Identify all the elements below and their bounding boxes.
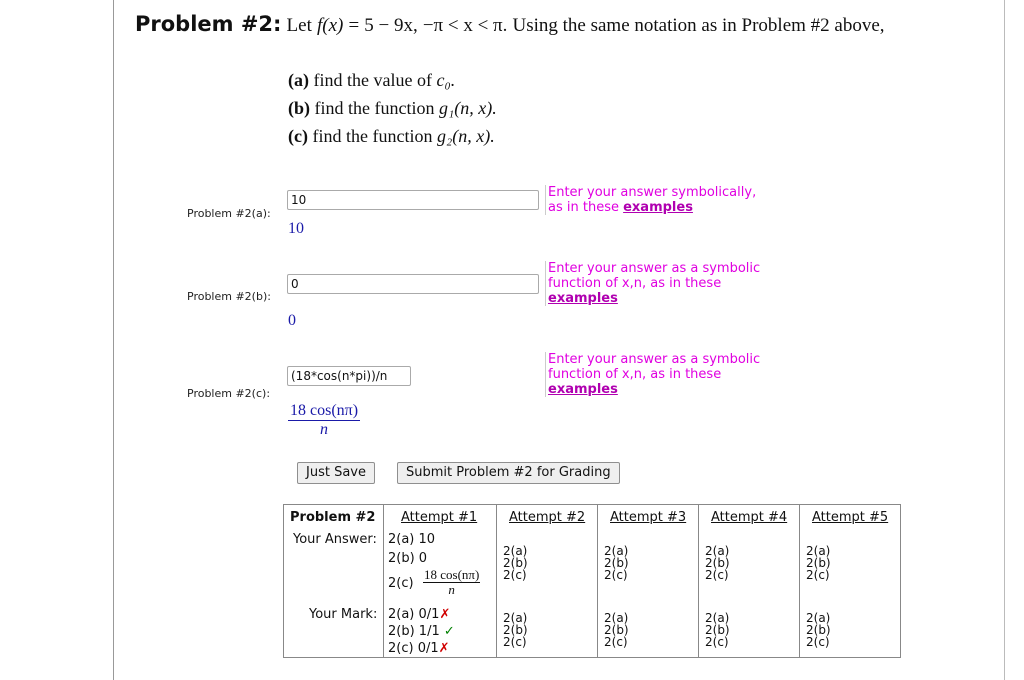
header-attempt-1[interactable]: Attempt #1 [401,510,478,525]
attempt1-mark-c: 2(c) 0/1✗ [388,641,450,656]
attempt1-answer-c-fraction: $\frac{18 \cos(n\pi)}{n}$ [424,567,480,597]
attempt4-marks: 2(a) 2(b) 2(c) [705,611,730,649]
column-divider [496,505,497,657]
column-divider [698,505,699,657]
column-divider [597,505,598,657]
header-attempt-5[interactable]: Attempt #5 [812,510,889,525]
attempt1-answer-c: 2(c) [388,576,414,591]
page-left-border [113,0,114,680]
page-right-border [1004,0,1005,680]
attempt3-answers: 2(a) 2(b) 2(c) [604,544,629,582]
function-domain: −π < x < π. [422,15,508,36]
answer-a-hint: Enter your answer symbolically, as in these examples [545,185,788,215]
attempt1-mark-b: 2(b) 1/1 ✓ [388,624,455,639]
header-attempt-4[interactable]: Attempt #4 [711,510,788,525]
answer-b-hint: Enter your answer as a symbolic function of x,n, as in these examples [545,261,788,306]
header-attempt-2[interactable]: Attempt #2 [509,510,586,525]
attempt2-answers: 2(a) 2(b) 2(c) [503,544,528,582]
attempt3-marks: 2(a) 2(b) 2(c) [604,611,629,649]
attempt1-answer-b: 2(b) 0 [388,551,428,566]
function-expr: f(x) [316,15,344,36]
attempts-table [283,504,901,658]
table-header-problem: Problem #2 [290,510,376,525]
answer-a-input[interactable] [287,190,539,210]
problem-statement [135,12,885,37]
answer-b-label: Problem #2(b): [187,290,271,303]
attempt1-mark-a: 2(a) 0/1✗ [388,607,451,622]
answer-c-input[interactable] [287,366,411,386]
your-mark-label: Your Mark: [309,607,378,622]
your-answer-label: Your Answer: [293,532,377,547]
wrong-icon: ✗ [438,641,450,656]
function-rhs: 5 − 9x, [364,15,418,36]
problem-title: Problem #2: [135,12,282,36]
wrong-icon: ✗ [439,607,451,622]
attempt2-marks: 2(a) 2(b) 2(c) [503,611,528,649]
statement-prefix: Let [286,15,312,36]
column-divider [799,505,800,657]
part-b: (b) find the function g₁(n, x). [288,98,497,118]
examples-link-a[interactable]: examples [623,200,693,215]
answer-c-hint: Enter your answer as a symbolic function of x,n, as in these examples [545,352,788,397]
attempt1-answer-a: 2(a) 10 [388,532,436,547]
attempt5-answers: 2(a) 2(b) 2(c) [806,544,831,582]
part-c: (c) find the function g₂(n, x). [288,126,495,146]
answer-a-preview: 10 [288,220,304,237]
answer-a-label: Problem #2(a): [187,207,271,220]
part-a: (a) find the value of c₀. [288,70,456,90]
answer-c-preview: $\frac{18 \cos(n\pi)}{n}$ [290,402,359,438]
problem-parts [288,66,497,150]
header-attempt-3[interactable]: Attempt #3 [610,510,687,525]
answer-b-preview: 0 [288,312,296,329]
examples-link-c[interactable]: examples [548,382,618,397]
examples-link-b[interactable]: examples [548,291,618,306]
attempt4-answers: 2(a) 2(b) 2(c) [705,544,730,582]
answer-c-label: Problem #2(c): [187,387,271,400]
attempt5-marks: 2(a) 2(b) 2(c) [806,611,831,649]
statement-suffix: Using the same notation as in Problem #2 above, [512,15,885,36]
check-icon: ✓ [443,624,455,639]
just-save-button[interactable]: Just Save [297,462,375,484]
equals-sign: = [348,15,360,36]
column-divider [383,505,384,657]
submit-button[interactable]: Submit Problem #2 for Grading [397,462,620,484]
answer-b-input[interactable] [287,274,539,294]
